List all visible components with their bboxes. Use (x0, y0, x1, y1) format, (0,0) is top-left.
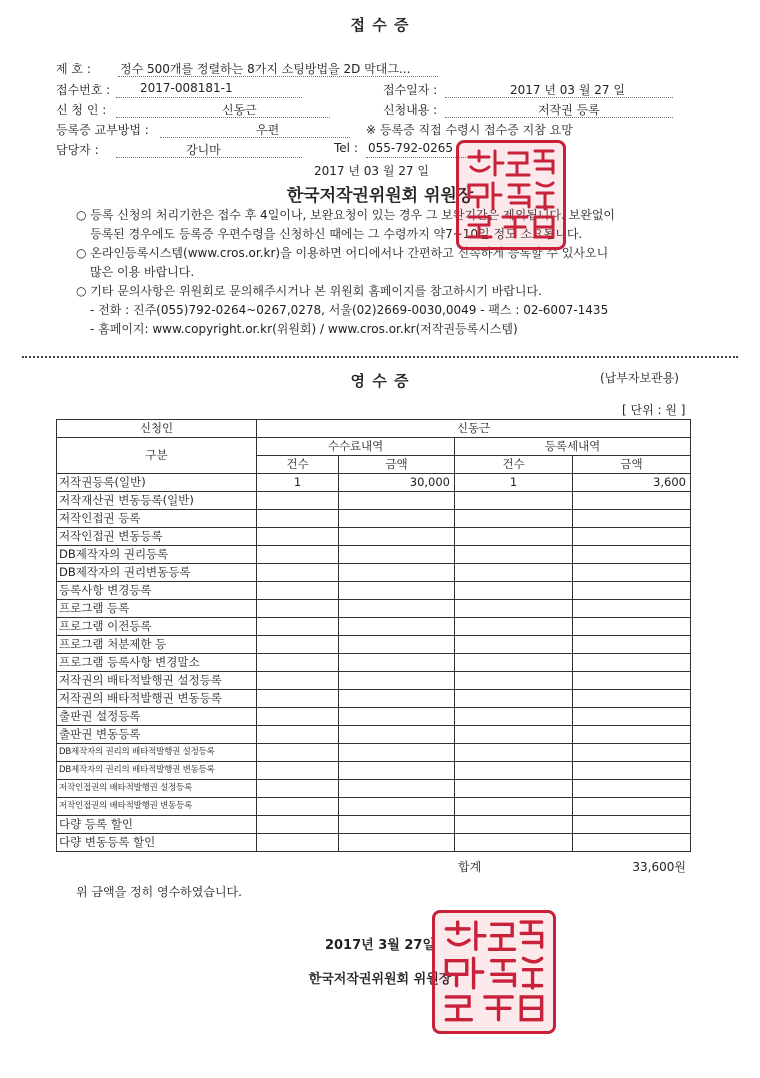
receipt-no-value: 2017-008181-1 (140, 81, 233, 95)
fee-amount-cell (339, 492, 455, 510)
staff-underline (116, 157, 302, 158)
row-name-cell: 저작권의 배타적발행권 설정등록 (57, 672, 257, 690)
fee-count-cell (257, 510, 339, 528)
fee-count-cell (257, 528, 339, 546)
row-name-cell: 저작권의 배타적발행권 변동등록 (57, 690, 257, 708)
tax-amount-cell (573, 798, 691, 816)
seal-glyphs-icon (435, 913, 553, 1031)
tax-count-cell (455, 636, 573, 654)
tax-amount-cell (573, 834, 691, 852)
row-name-cell: 저작재산권 변동등록(일반) (57, 492, 257, 510)
row-name-cell: DB제작자의 권리의 배타적발행권 설정등록 (57, 744, 257, 762)
table-row (57, 744, 691, 762)
fee-amount-cell (339, 690, 455, 708)
tax-count-cell (455, 816, 573, 834)
notice-1a: ○ 등록 신청의 처리기한은 접수 후 4일이나, 보완요청이 있는 경우 그 보완기간은 제외됩니다. 보완없이 (76, 208, 616, 222)
tax-amount-cell (573, 726, 691, 744)
receipt-no-label: 접수번호 : (56, 83, 111, 97)
tax-amount-cell (573, 546, 691, 564)
seal-glyphs-icon (459, 143, 563, 247)
tel-value: 055-792-0265 (368, 141, 454, 155)
fee-count-cell (257, 726, 339, 744)
tel-label: Tel : (334, 141, 358, 155)
fee-count-cell (257, 780, 339, 798)
table-row (57, 564, 691, 582)
fee-count-cell (257, 600, 339, 618)
fee-amount-cell (339, 636, 455, 654)
tax-count-cell (455, 798, 573, 816)
row-name-cell: 출판권 설정등록 (57, 708, 257, 726)
tax-amount-cell (573, 564, 691, 582)
content-value: 저작권 등록 (538, 103, 600, 117)
table-row (57, 816, 691, 834)
applicant-value: 신동근 (222, 103, 257, 117)
tax-count-cell (455, 690, 573, 708)
fee-amount-cell (339, 816, 455, 834)
row-name-cell: 저작인접권의 배타적발행권 변동등록 (57, 798, 257, 816)
row-name-cell: 저작인접권의 배타적발행권 설정등록 (57, 780, 257, 798)
table-row (57, 690, 691, 708)
tax-amount-cell (573, 582, 691, 600)
table-row (57, 528, 691, 546)
staff-value: 강니마 (186, 143, 221, 157)
receipt-title: 접 수 증 (350, 16, 410, 34)
tax-amount-cell (573, 510, 691, 528)
official-seal-top (456, 140, 566, 250)
receipt-no-underline (116, 97, 302, 98)
tax-count-cell (455, 546, 573, 564)
tax-count-cell (455, 726, 573, 744)
notice-3c: - 홈페이지: www.copyright.or.kr(위원회) / www.cros.or.kr(저작권등록시스템) (90, 322, 518, 336)
receipt-date-underline (445, 97, 673, 98)
fee-count-cell (257, 762, 339, 780)
tax-count-cell (455, 762, 573, 780)
applicant-value-cell: 신동근 (257, 420, 691, 438)
tax-amount-cell (573, 636, 691, 654)
row-name-cell: 프로그램 처분제한 등 (57, 636, 257, 654)
tax-amount-cell (573, 708, 691, 726)
row-name-cell: 저작인접권 변동등록 (57, 528, 257, 546)
fee-count-cell (257, 618, 339, 636)
applicant-row (57, 420, 691, 438)
tax-count-cell (455, 600, 573, 618)
receipt-table (56, 419, 691, 852)
subject-underline (118, 76, 438, 77)
row-name-cell: 프로그램 등록 (57, 600, 257, 618)
table-row (57, 618, 691, 636)
fee-amount-cell (339, 600, 455, 618)
fee-count-cell (257, 672, 339, 690)
notice-block (76, 206, 676, 339)
group-header-row (57, 438, 691, 456)
table-row (57, 834, 691, 852)
tax-amount-cell (573, 492, 691, 510)
tax-amount-cell (573, 672, 691, 690)
tax-count-cell (455, 528, 573, 546)
row-name-cell: DB제작자의 권리등록 (57, 546, 257, 564)
tax-amount-cell (573, 744, 691, 762)
subject-label: 제 호 : (56, 62, 91, 76)
fee-count-cell (257, 492, 339, 510)
fee-count-cell (257, 582, 339, 600)
row-name-cell: 저작인접권 등록 (57, 510, 257, 528)
row-name-cell: 저작권등록(일반) (57, 474, 257, 492)
unit-note: [ 단위 : 원 ] (622, 403, 686, 417)
tax-amount-header: 금액 (573, 456, 691, 474)
notice-3a: ○ 기타 문의사항은 위원회로 문의해주시거나 본 위원회 홈페이지를 참고하시기 바랍니다. (76, 284, 542, 298)
tax-count-cell (455, 510, 573, 528)
tax-amount-cell (573, 816, 691, 834)
fee-count-header: 건수 (257, 456, 339, 474)
tax-count-header: 건수 (455, 456, 573, 474)
table-row (57, 762, 691, 780)
table-row (57, 546, 691, 564)
tax-header-cell: 등록세내역 (455, 438, 691, 456)
row-name-cell: DB제작자의 권리변동등록 (57, 564, 257, 582)
receipt2-issuer: 한국저작권위원회 위원장 (308, 972, 452, 987)
tax-count-cell (455, 618, 573, 636)
subject-value: 정수 500개를 정렬하는 8가지 소팅방법을 2D 막대그... (120, 62, 411, 76)
fee-count-cell (257, 834, 339, 852)
receipt-date-label: 접수일자 : (383, 83, 438, 97)
fee-amount-cell (339, 582, 455, 600)
fee-amount-cell (339, 798, 455, 816)
fee-amount-cell (339, 672, 455, 690)
fee-count-cell (257, 798, 339, 816)
tax-amount-cell (573, 762, 691, 780)
fee-amount-cell (339, 528, 455, 546)
table-row (57, 654, 691, 672)
table-row (57, 672, 691, 690)
category-header-cell: 구분 (57, 438, 257, 474)
table-row (57, 600, 691, 618)
delivery-label: 등록증 교부방법 : (56, 123, 149, 137)
fee-amount-cell (339, 510, 455, 528)
tax-amount-cell (573, 690, 691, 708)
total-value: 33,600원 (632, 860, 686, 874)
tax-count-cell (455, 780, 573, 798)
tax-amount-cell (573, 654, 691, 672)
notice-2a: ○ 온라인등록시스템(www.cros.or.kr)을 이용하면 어디에서나 간편하고 신속하게 등록할 수 있사오니 (76, 246, 609, 260)
notice-3b: - 전화 : 진주(055)792-0264~0267,0278, 서울(02)2669-0030,0049 - 팩스 : 02-6007-1435 (90, 303, 609, 317)
fee-amount-cell (339, 564, 455, 582)
fee-count-cell (257, 636, 339, 654)
issue-date: 2017 년 03 월 27 일 (314, 164, 429, 178)
content-underline (445, 117, 673, 118)
official-seal-bottom (432, 910, 556, 1034)
tax-amount-cell (573, 780, 691, 798)
copy-note: (납부자보관용) (600, 371, 679, 385)
applicant-underline (116, 117, 330, 118)
notice-1b: 등록된 경우에도 등록증 우편수령을 신청하신 때에는 그 수령까지 약7~10일 정도 소요됩니다. (90, 227, 583, 241)
confirm-text: 위 금액을 정히 영수하였습니다. (76, 885, 242, 899)
tax-count-cell (455, 492, 573, 510)
receipt-issuer: 한국저작권위원회 위원장 (286, 186, 474, 206)
tax-count-cell (455, 708, 573, 726)
tax-count-cell: 1 (455, 474, 573, 492)
tax-count-cell (455, 564, 573, 582)
row-name-cell: 출판권 변동등록 (57, 726, 257, 744)
table-row (57, 798, 691, 816)
fee-count-cell (257, 564, 339, 582)
tax-amount-cell: 3,600 (573, 474, 691, 492)
applicant-header-cell: 신청인 (57, 420, 257, 438)
tax-count-cell (455, 834, 573, 852)
receipt-date-value: 2017 년 03 월 27 일 (510, 83, 625, 97)
total-label: 합계 (458, 860, 482, 874)
cut-line (22, 356, 738, 358)
fee-count-cell (257, 744, 339, 762)
tax-count-cell (455, 654, 573, 672)
fee-amount-cell (339, 834, 455, 852)
fee-amount-header: 금액 (339, 456, 455, 474)
tax-count-cell (455, 672, 573, 690)
delivery-note: ※ 등록증 직접 수령시 접수증 지참 요망 (366, 123, 573, 137)
fee-amount-cell (339, 546, 455, 564)
fee-amount-cell (339, 618, 455, 636)
fee-header-cell: 수수료내역 (257, 438, 455, 456)
delivery-value: 우편 (256, 123, 280, 137)
table-row (57, 510, 691, 528)
receipt2-title: 영 수 증 (350, 372, 410, 390)
table-row (57, 582, 691, 600)
fee-count-cell (257, 546, 339, 564)
row-name-cell: 다량 등록 할인 (57, 816, 257, 834)
fee-count-cell: 1 (257, 474, 339, 492)
applicant-label: 신 청 인 : (56, 103, 107, 117)
row-name-cell: 프로그램 등록사항 변경말소 (57, 654, 257, 672)
notice-2b: 많은 이용 바랍니다. (90, 265, 195, 279)
tax-count-cell (455, 744, 573, 762)
table-row (57, 708, 691, 726)
fee-amount-cell: 30,000 (339, 474, 455, 492)
tax-amount-cell (573, 528, 691, 546)
content-label: 신청내용 : (383, 103, 438, 117)
row-name-cell: DB제작자의 권리의 배타적발행권 변동등록 (57, 762, 257, 780)
tax-amount-cell (573, 600, 691, 618)
row-name-cell: 등록사항 변경등록 (57, 582, 257, 600)
fee-count-cell (257, 654, 339, 672)
fee-count-cell (257, 708, 339, 726)
table-row (57, 474, 691, 492)
tax-count-cell (455, 582, 573, 600)
fee-amount-cell (339, 708, 455, 726)
table-row (57, 492, 691, 510)
tax-amount-cell (573, 618, 691, 636)
table-row (57, 726, 691, 744)
fee-amount-cell (339, 654, 455, 672)
table-row (57, 780, 691, 798)
row-name-cell: 프로그램 이전등록 (57, 618, 257, 636)
fee-amount-cell (339, 762, 455, 780)
row-name-cell: 다량 변동등록 할인 (57, 834, 257, 852)
staff-label: 담당자 : (56, 143, 99, 157)
fee-count-cell (257, 816, 339, 834)
fee-amount-cell (339, 726, 455, 744)
delivery-underline (160, 137, 350, 138)
fee-amount-cell (339, 780, 455, 798)
fee-amount-cell (339, 744, 455, 762)
table-row (57, 636, 691, 654)
receipt2-date: 2017년 3월 27일 (324, 938, 436, 953)
fee-count-cell (257, 690, 339, 708)
